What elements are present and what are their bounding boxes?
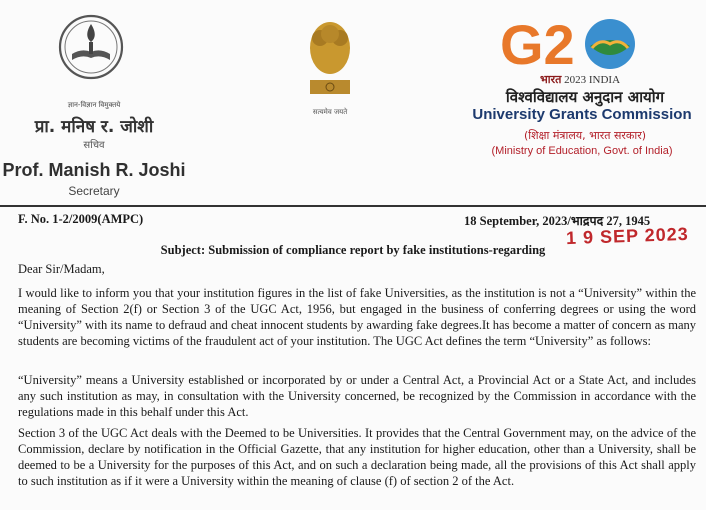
received-stamp: 1 9 SEP 2023 (565, 223, 690, 249)
org-name: University Grants Commission (472, 106, 692, 123)
letter-subject: Subject: Submission of compliance report by fake institutions-regarding (160, 243, 546, 257)
g20-bharat: भारत (540, 73, 562, 86)
letter-date: 18 September, 2023/भाद्रपद 27, 1945 (464, 214, 651, 228)
ugc-logo (58, 14, 124, 80)
paragraph-1: I would like to inform you that your institution figures in the list of fake Universities, as the institution is not a “University” within the meaning of Section 2(f) or Section 3 of the UGC Act, 1956, but engaged in the business of conferring degrees or using the word “University” with its name to defraud and cheat innocent students by awarding fake degrees.It has become a matter of concern as many students are becoming victims of the fraudulent act of your institution. The UGC Act defines the term “University” as follows: (18, 286, 696, 348)
secretary-designation: Secretary (68, 184, 120, 198)
secretary-designation-hindi: सचिव (83, 140, 105, 151)
g20-logo (500, 14, 640, 72)
paragraph-2: “University” means a University established or incorporated by or under a Central Act, a Provincial Act or a State Act, and includes any such institution as may, in consultation with the University concerned, be recognized by the Commission in accordance with the regulations made in this behalf under this Act. (18, 373, 696, 419)
file-number: F. No. 1-2/2009(AMPC) (18, 212, 144, 226)
secretary-name-hindi: प्रा. मनिष र. जोशी (34, 117, 154, 137)
org-name-hindi: विश्वविद्यालय अनुदान आयोग (505, 88, 665, 106)
ugc-motto: ज्ञान-विज्ञान विमुक्तये (67, 101, 121, 109)
secretary-name: Prof. Manish R. Joshi (2, 160, 186, 180)
header-divider (0, 205, 706, 207)
salutation: Dear Sir/Madam, (18, 262, 105, 276)
g20-tagline (540, 72, 680, 87)
svg-text:G2: G2 (500, 14, 575, 72)
national-emblem (304, 18, 356, 104)
g20-year: 2023 INDIA (564, 74, 621, 86)
ministry-hindi: (शिक्षा मंत्रालय, भारत सरकार) (523, 129, 647, 142)
paragraph-3: Section 3 of the UGC Act deals with the Deemed to be Universities. It provides that the Central Government may, on the advice of the Commission, declare by notification in the Official Gazette, that any institution for higher education, other than a University, shall be deemed to be a University for the purposes of this Act, and on such a declaration being made, all the provisions of this Act shall apply to such institution as if it were a University within the meaning of clause (f) of section 2 of the Act. (18, 426, 696, 488)
ministry-english: (Ministry of Education, Govt. of India) (491, 145, 673, 157)
emblem-motto: सत्यमेव जयते (312, 108, 348, 116)
